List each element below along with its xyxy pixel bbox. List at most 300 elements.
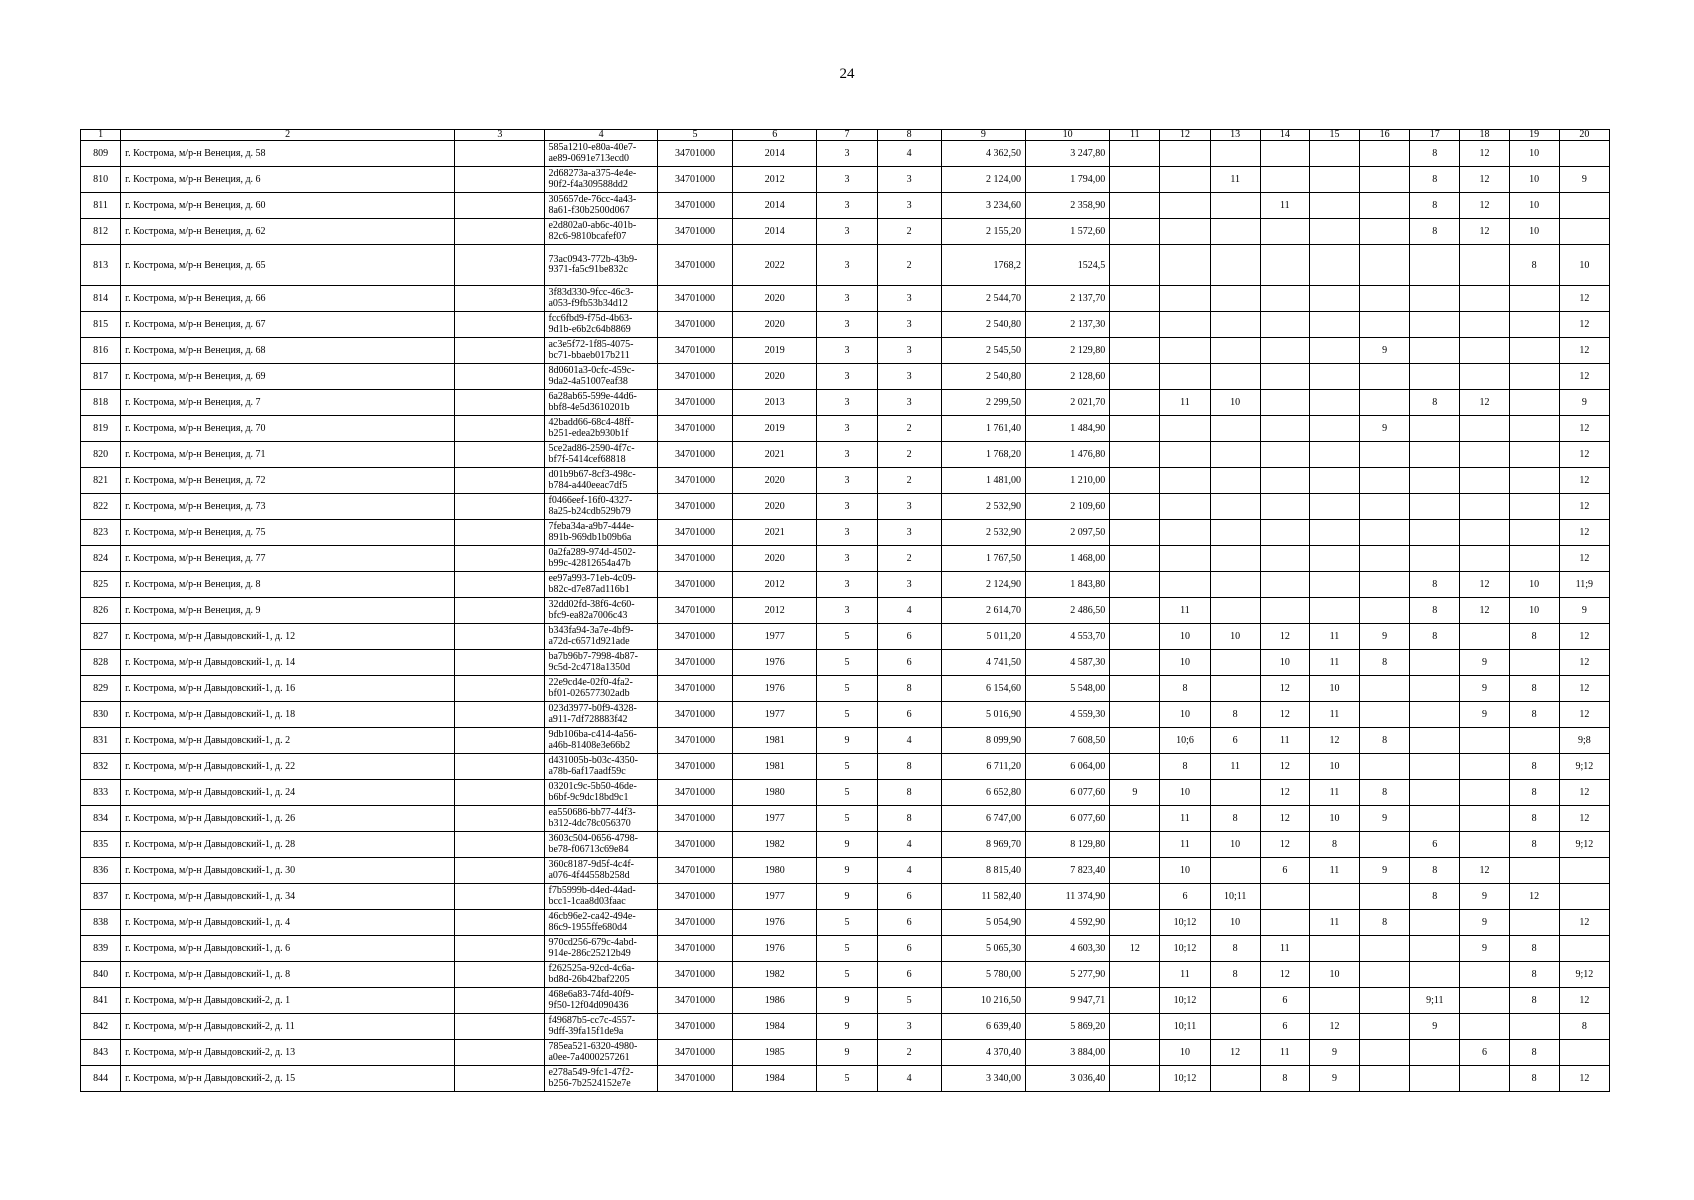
living-area-cell: 2 358,90	[1026, 193, 1110, 219]
row-number: 844	[81, 1066, 121, 1092]
page-number: 24	[839, 66, 855, 82]
entrances-cell: 2	[877, 416, 941, 442]
total-area-cell: 2 532,90	[941, 520, 1025, 546]
table-row	[81, 754, 1610, 780]
col19-cell: 8	[1509, 1040, 1559, 1066]
col14-cell: 10	[1260, 650, 1309, 676]
address-cell: г. Кострома, м/р-н Давыдовский-1, д. 16	[121, 676, 455, 702]
column-number-header: 15	[1309, 130, 1359, 141]
col15-cell: 9	[1309, 1040, 1359, 1066]
year-cell: 2021	[733, 442, 817, 468]
col18-cell: 12	[1460, 572, 1509, 598]
row-number: 826	[81, 598, 121, 624]
living-area-cell: 2 097,50	[1026, 520, 1110, 546]
floors-cell: 3	[817, 193, 877, 219]
col14-cell	[1260, 141, 1309, 167]
col19-cell: 8	[1509, 988, 1559, 1014]
year-cell: 2013	[733, 390, 817, 416]
col19-cell: 8	[1509, 702, 1559, 728]
col15-cell: 11	[1309, 910, 1359, 936]
table-row	[81, 442, 1610, 468]
col17-cell	[1410, 416, 1460, 442]
col17-cell	[1410, 312, 1460, 338]
col11-cell	[1110, 219, 1160, 245]
oktmo-cell: 34701000	[657, 676, 732, 702]
col17-cell: 6	[1410, 832, 1460, 858]
col3-cell	[455, 245, 545, 286]
floors-cell: 5	[817, 936, 877, 962]
living-area-cell: 4 603,30	[1026, 936, 1110, 962]
col13-cell	[1210, 520, 1260, 546]
oktmo-cell: 34701000	[657, 858, 732, 884]
col16-cell: 9	[1360, 806, 1410, 832]
row-number: 817	[81, 364, 121, 390]
entrances-cell: 2	[877, 1040, 941, 1066]
total-area-cell: 2 614,70	[941, 598, 1025, 624]
col17-cell	[1410, 245, 1460, 286]
col13-cell	[1210, 416, 1260, 442]
oktmo-cell: 34701000	[657, 650, 732, 676]
col20-cell: 9	[1559, 390, 1609, 416]
col13-cell	[1210, 1066, 1260, 1092]
col20-cell: 9;12	[1559, 962, 1609, 988]
col12-cell	[1160, 416, 1210, 442]
total-area-cell: 8 099,90	[941, 728, 1025, 754]
col18-cell	[1460, 546, 1509, 572]
col13-cell	[1210, 598, 1260, 624]
total-area-cell: 11 582,40	[941, 884, 1025, 910]
col15-cell	[1309, 286, 1359, 312]
col3-cell	[455, 702, 545, 728]
col14-cell: 12	[1260, 676, 1309, 702]
col13-cell: 10	[1210, 832, 1260, 858]
col15-cell: 11	[1309, 624, 1359, 650]
col19-cell	[1509, 650, 1559, 676]
guid-cell: 3603c504-0656-4798-be78-f06713c69e84	[545, 832, 657, 858]
oktmo-cell: 34701000	[657, 832, 732, 858]
col17-cell	[1410, 650, 1460, 676]
col12-cell	[1160, 312, 1210, 338]
col11-cell	[1110, 988, 1160, 1014]
address-cell: г. Кострома, м/р-н Давыдовский-1, д. 4	[121, 910, 455, 936]
col19-cell: 8	[1509, 832, 1559, 858]
total-area-cell: 2 124,90	[941, 572, 1025, 598]
entrances-cell: 3	[877, 390, 941, 416]
year-cell: 2012	[733, 167, 817, 193]
guid-cell: f0466eef-16f0-4327-8a25-b24cdb529b79	[545, 494, 657, 520]
col14-cell: 12	[1260, 780, 1309, 806]
col3-cell	[455, 858, 545, 884]
entrances-cell: 4	[877, 728, 941, 754]
living-area-cell: 5 548,00	[1026, 676, 1110, 702]
col12-cell: 11	[1160, 390, 1210, 416]
col15-cell	[1309, 416, 1359, 442]
col18-cell	[1460, 832, 1509, 858]
row-number: 811	[81, 193, 121, 219]
col17-cell: 8	[1410, 141, 1460, 167]
entrances-cell: 8	[877, 754, 941, 780]
col3-cell	[455, 676, 545, 702]
total-area-cell: 10 216,50	[941, 988, 1025, 1014]
housing-register-table	[80, 129, 1610, 1092]
col3-cell	[455, 416, 545, 442]
row-number: 809	[81, 141, 121, 167]
oktmo-cell: 34701000	[657, 1066, 732, 1092]
entrances-cell: 3	[877, 494, 941, 520]
table-row	[81, 728, 1610, 754]
col16-cell: 9	[1360, 624, 1410, 650]
col11-cell	[1110, 962, 1160, 988]
col14-cell: 12	[1260, 962, 1309, 988]
table-row	[81, 468, 1610, 494]
guid-cell: 023d3977-b0f9-4328-a911-7df728883f42	[545, 702, 657, 728]
column-number-header: 19	[1509, 130, 1559, 141]
floors-cell: 5	[817, 702, 877, 728]
col15-cell	[1309, 338, 1359, 364]
table-row	[81, 572, 1610, 598]
col18-cell	[1460, 780, 1509, 806]
col15-cell	[1309, 312, 1359, 338]
year-cell: 2022	[733, 245, 817, 286]
col18-cell: 9	[1460, 910, 1509, 936]
col19-cell	[1509, 364, 1559, 390]
col13-cell	[1210, 286, 1260, 312]
oktmo-cell: 34701000	[657, 598, 732, 624]
col11-cell	[1110, 1040, 1160, 1066]
col19-cell	[1509, 520, 1559, 546]
col12-cell	[1160, 494, 1210, 520]
entrances-cell: 6	[877, 650, 941, 676]
col19-cell: 8	[1509, 806, 1559, 832]
living-area-cell: 2 021,70	[1026, 390, 1110, 416]
col13-cell	[1210, 312, 1260, 338]
col18-cell	[1460, 245, 1509, 286]
entrances-cell: 8	[877, 780, 941, 806]
address-cell: г. Кострома, м/р-н Давыдовский-2, д. 15	[121, 1066, 455, 1092]
col13-cell	[1210, 1014, 1260, 1040]
address-cell: г. Кострома, м/р-н Давыдовский-1, д. 2	[121, 728, 455, 754]
total-area-cell: 1 481,00	[941, 468, 1025, 494]
col18-cell: 9	[1460, 884, 1509, 910]
col11-cell	[1110, 754, 1160, 780]
living-area-cell: 9 947,71	[1026, 988, 1110, 1014]
living-area-cell: 3 247,80	[1026, 141, 1110, 167]
col13-cell: 6	[1210, 728, 1260, 754]
oktmo-cell: 34701000	[657, 624, 732, 650]
row-number: 840	[81, 962, 121, 988]
oktmo-cell: 34701000	[657, 219, 732, 245]
year-cell: 2021	[733, 520, 817, 546]
table-row	[81, 1040, 1610, 1066]
col12-cell	[1160, 167, 1210, 193]
col11-cell	[1110, 546, 1160, 572]
col14-cell	[1260, 546, 1309, 572]
col20-cell: 12	[1559, 520, 1609, 546]
col12-cell: 10	[1160, 858, 1210, 884]
floors-cell: 3	[817, 390, 877, 416]
year-cell: 1984	[733, 1066, 817, 1092]
col11-cell	[1110, 390, 1160, 416]
oktmo-cell: 34701000	[657, 286, 732, 312]
col20-cell: 11;9	[1559, 572, 1609, 598]
total-area-cell: 1 768,20	[941, 442, 1025, 468]
guid-cell: 585a1210-e80a-40e7-ae89-0691e713ecd0	[545, 141, 657, 167]
guid-cell: ea550686-bb77-44f3-b312-4dc78c056370	[545, 806, 657, 832]
col14-cell: 6	[1260, 988, 1309, 1014]
table-row	[81, 806, 1610, 832]
col17-cell	[1410, 806, 1460, 832]
living-area-cell: 2 137,30	[1026, 312, 1110, 338]
col3-cell	[455, 167, 545, 193]
guid-cell: 03201c9c-5b50-46de-b6bf-9c9dc18bd9c1	[545, 780, 657, 806]
guid-cell: 305657de-76cc-4a43-8a61-f30b2500d067	[545, 193, 657, 219]
col15-cell: 10	[1309, 754, 1359, 780]
col15-cell: 10	[1309, 676, 1359, 702]
col11-cell	[1110, 676, 1160, 702]
col3-cell	[455, 962, 545, 988]
col16-cell	[1360, 442, 1410, 468]
address-cell: г. Кострома, м/р-н Давыдовский-1, д. 22	[121, 754, 455, 780]
floors-cell: 3	[817, 546, 877, 572]
living-area-cell: 1 572,60	[1026, 219, 1110, 245]
col19-cell	[1509, 858, 1559, 884]
col14-cell	[1260, 390, 1309, 416]
col15-cell	[1309, 520, 1359, 546]
col13-cell	[1210, 546, 1260, 572]
col12-cell: 8	[1160, 676, 1210, 702]
col14-cell	[1260, 219, 1309, 245]
total-area-cell: 5 065,30	[941, 936, 1025, 962]
col14-cell: 6	[1260, 858, 1309, 884]
address-cell: г. Кострома, м/р-н Венеция, д. 66	[121, 286, 455, 312]
year-cell: 2019	[733, 338, 817, 364]
col15-cell: 11	[1309, 650, 1359, 676]
total-area-cell: 2 299,50	[941, 390, 1025, 416]
col13-cell: 10;11	[1210, 884, 1260, 910]
total-area-cell: 6 652,80	[941, 780, 1025, 806]
entrances-cell: 4	[877, 1066, 941, 1092]
col16-cell	[1360, 364, 1410, 390]
col17-cell	[1410, 910, 1460, 936]
col13-cell	[1210, 141, 1260, 167]
living-area-cell: 2 129,80	[1026, 338, 1110, 364]
col20-cell: 12	[1559, 676, 1609, 702]
column-number-header: 10	[1026, 130, 1110, 141]
col12-cell	[1160, 219, 1210, 245]
living-area-cell: 1 210,00	[1026, 468, 1110, 494]
living-area-cell: 8 129,80	[1026, 832, 1110, 858]
col14-cell: 12	[1260, 624, 1309, 650]
col11-cell	[1110, 598, 1160, 624]
guid-cell: ee97a993-71eb-4c09-b82c-d7e87ad116b1	[545, 572, 657, 598]
col19-cell: 8	[1509, 245, 1559, 286]
col20-cell: 12	[1559, 624, 1609, 650]
col15-cell	[1309, 364, 1359, 390]
col13-cell: 10	[1210, 910, 1260, 936]
oktmo-cell: 34701000	[657, 390, 732, 416]
address-cell: г. Кострома, м/р-н Венеция, д. 68	[121, 338, 455, 364]
col15-cell	[1309, 167, 1359, 193]
col12-cell	[1160, 468, 1210, 494]
total-area-cell: 8 969,70	[941, 832, 1025, 858]
year-cell: 2020	[733, 286, 817, 312]
col19-cell: 8	[1509, 1066, 1559, 1092]
col19-cell	[1509, 390, 1559, 416]
column-number-header: 13	[1210, 130, 1260, 141]
col14-cell: 12	[1260, 832, 1309, 858]
living-area-cell: 1 468,00	[1026, 546, 1110, 572]
col14-cell: 8	[1260, 1066, 1309, 1092]
col18-cell	[1460, 494, 1509, 520]
row-number: 841	[81, 988, 121, 1014]
col3-cell	[455, 910, 545, 936]
total-area-cell: 2 540,80	[941, 364, 1025, 390]
col19-cell: 8	[1509, 962, 1559, 988]
col12-cell: 10;12	[1160, 1066, 1210, 1092]
col18-cell	[1460, 962, 1509, 988]
col20-cell: 12	[1559, 494, 1609, 520]
col19-cell	[1509, 1014, 1559, 1040]
year-cell: 2019	[733, 416, 817, 442]
living-area-cell: 7 608,50	[1026, 728, 1110, 754]
col14-cell: 12	[1260, 754, 1309, 780]
total-area-cell: 1 761,40	[941, 416, 1025, 442]
col18-cell	[1460, 468, 1509, 494]
table-row	[81, 416, 1610, 442]
col17-cell: 8	[1410, 167, 1460, 193]
address-cell: г. Кострома, м/р-н Давыдовский-1, д. 24	[121, 780, 455, 806]
column-number-header: 18	[1460, 130, 1509, 141]
row-number: 836	[81, 858, 121, 884]
col18-cell	[1460, 312, 1509, 338]
table-row	[81, 936, 1610, 962]
col12-cell	[1160, 286, 1210, 312]
col12-cell: 11	[1160, 832, 1210, 858]
column-number-header: 7	[817, 130, 877, 141]
entrances-cell: 2	[877, 546, 941, 572]
col18-cell	[1460, 520, 1509, 546]
col3-cell	[455, 988, 545, 1014]
address-cell: г. Кострома, м/р-н Давыдовский-2, д. 1	[121, 988, 455, 1014]
living-area-cell: 5 277,90	[1026, 962, 1110, 988]
col12-cell: 11	[1160, 806, 1210, 832]
col18-cell	[1460, 754, 1509, 780]
oktmo-cell: 34701000	[657, 780, 732, 806]
living-area-cell: 3 884,00	[1026, 1040, 1110, 1066]
col13-cell: 11	[1210, 167, 1260, 193]
address-cell: г. Кострома, м/р-н Давыдовский-1, д. 34	[121, 884, 455, 910]
col11-cell	[1110, 1066, 1160, 1092]
floors-cell: 3	[817, 494, 877, 520]
col17-cell	[1410, 962, 1460, 988]
col15-cell	[1309, 245, 1359, 286]
year-cell: 2020	[733, 546, 817, 572]
col11-cell	[1110, 245, 1160, 286]
col20-cell: 12	[1559, 702, 1609, 728]
total-area-cell: 1 767,50	[941, 546, 1025, 572]
col16-cell: 9	[1360, 416, 1410, 442]
col12-cell	[1160, 245, 1210, 286]
col3-cell	[455, 624, 545, 650]
col19-cell: 10	[1509, 219, 1559, 245]
address-cell: г. Кострома, м/р-н Давыдовский-1, д. 30	[121, 858, 455, 884]
col17-cell: 8	[1410, 219, 1460, 245]
guid-cell: d01b9b67-8cf3-498c-b784-a440eeac7df5	[545, 468, 657, 494]
col16-cell: 9	[1360, 858, 1410, 884]
col11-cell	[1110, 312, 1160, 338]
col16-cell	[1360, 832, 1410, 858]
column-number-header: 16	[1360, 130, 1410, 141]
entrances-cell: 3	[877, 167, 941, 193]
total-area-cell: 6 747,00	[941, 806, 1025, 832]
floors-cell: 3	[817, 312, 877, 338]
table-row	[81, 193, 1610, 219]
oktmo-cell: 34701000	[657, 884, 732, 910]
table-row	[81, 988, 1610, 1014]
col11-cell	[1110, 520, 1160, 546]
oktmo-cell: 34701000	[657, 193, 732, 219]
column-number-header: 8	[877, 130, 941, 141]
col3-cell	[455, 572, 545, 598]
col20-cell: 8	[1559, 1014, 1609, 1040]
col17-cell	[1410, 468, 1460, 494]
col14-cell	[1260, 494, 1309, 520]
guid-cell: 8d0601a3-0cfc-459c-9da2-4a51007eaf38	[545, 364, 657, 390]
living-area-cell: 7 823,40	[1026, 858, 1110, 884]
col3-cell	[455, 832, 545, 858]
entrances-cell: 3	[877, 338, 941, 364]
col17-cell	[1410, 936, 1460, 962]
col15-cell	[1309, 572, 1359, 598]
col16-cell	[1360, 988, 1410, 1014]
col17-cell: 9	[1410, 1014, 1460, 1040]
col13-cell	[1210, 572, 1260, 598]
address-cell: г. Кострома, м/р-н Давыдовский-1, д. 12	[121, 624, 455, 650]
col13-cell: 10	[1210, 390, 1260, 416]
entrances-cell: 6	[877, 910, 941, 936]
oktmo-cell: 34701000	[657, 1014, 732, 1040]
row-number: 829	[81, 676, 121, 702]
entrances-cell: 8	[877, 806, 941, 832]
oktmo-cell: 34701000	[657, 572, 732, 598]
row-number: 819	[81, 416, 121, 442]
table-body	[81, 141, 1610, 1092]
col11-cell	[1110, 702, 1160, 728]
col11-cell	[1110, 193, 1160, 219]
year-cell: 2014	[733, 141, 817, 167]
col15-cell	[1309, 546, 1359, 572]
floors-cell: 3	[817, 598, 877, 624]
col20-cell: 12	[1559, 806, 1609, 832]
guid-cell: 360c8187-9d5f-4c4f-a076-4f44558b258d	[545, 858, 657, 884]
col3-cell	[455, 598, 545, 624]
col19-cell: 8	[1509, 754, 1559, 780]
col11-cell	[1110, 167, 1160, 193]
col20-cell	[1559, 193, 1609, 219]
col13-cell	[1210, 676, 1260, 702]
col13-cell	[1210, 219, 1260, 245]
col14-cell: 6	[1260, 1014, 1309, 1040]
col16-cell: 8	[1360, 780, 1410, 806]
address-cell: г. Кострома, м/р-н Венеция, д. 8	[121, 572, 455, 598]
guid-cell: 9db106ba-c414-4a56-a46b-81408e3e66b2	[545, 728, 657, 754]
entrances-cell: 3	[877, 364, 941, 390]
year-cell: 1976	[733, 936, 817, 962]
year-cell: 1976	[733, 910, 817, 936]
col16-cell	[1360, 219, 1410, 245]
col12-cell: 11	[1160, 598, 1210, 624]
col19-cell: 8	[1509, 676, 1559, 702]
